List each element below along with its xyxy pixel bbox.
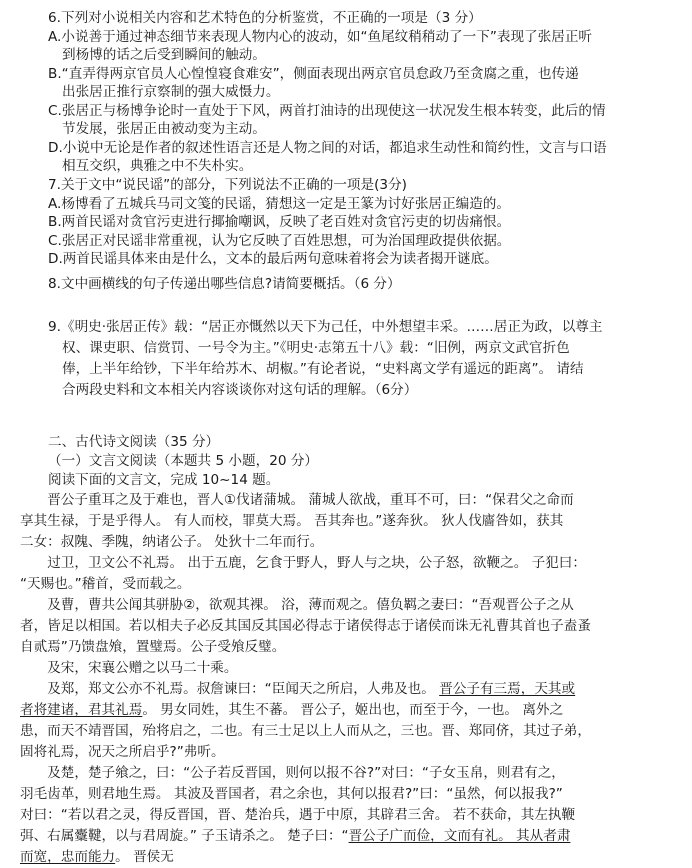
section-2-heading [48,433,318,490]
q7-option-d: D.两首民谣具体来由是什么，文本的最后两句意味着将会为读者揭开谜底。 [48,251,498,267]
q7-option-c: C.张居正对民谣非常重视，认为它反映了百姓思想，可为治国理政提供依据。 [48,232,511,249]
question-7 [48,176,510,269]
q7-stem: 7.关于文中“说民谣”的部分，下列说法不正确的一项是(3分) [48,177,407,193]
passage-line: 及宋，宋襄公赠之以马二十乘。 [47,660,238,676]
underlined-sentence: 晋公子广而俭，文而有礼。 其从者肃 [348,828,571,844]
q6-option-b: B.“直弄得两京官员人心惶惶寝食难安”，侧面表现出两京官员怠政乃至贪腐之重，也传递 [48,65,579,82]
q6-option-b-cont: 出张居正推行京察制的强大威慑力。 [62,84,280,100]
q7-option-b: B.两首民谣对贪官污吏进行揶揄嘲讽，反映了老百姓对贪官污吏的切齿痛恨。 [48,214,511,230]
passage-line: 患，而天不靖晋国，殆将启之，二也。有三士足以上人而从之，三也。晋、郑同侪，其过子弟， [20,723,591,739]
passage-line: 对曰：“若以君之灵，得反晋国，晋、楚治兵，遇于中原，其辟君三舍。 若不获命，其左执鞭 [20,807,576,823]
section-2-subtitle: （一）文言文阅读（本题共 5 小题，20 分） [48,453,319,469]
q8-stem: 8.文中画横线的句子传递出哪些信息?请简要概括。（6 分） [48,276,401,292]
passage-line: 享其生禄，于是乎得人。 有人而校，罪莫大焉。 吾其奔也。”遂奔狄。 狄人伐廧咎如，获其 [20,513,564,529]
q6-option-a: A.小说善于通过神态细节来表现人物内心的波动，如“鱼尾纹稍稍动了一下”表现了张居正听 [48,28,593,45]
q7-option-a: A.杨博看了五城兵马司文笺的民谣，猜想这一定是王篆为讨好张居正编造的。 [48,195,510,212]
q9-line-3: 俸，上半年给钞，下半年给苏木、胡椒。”有论者说，“史料离文学有遥远的距离”。 请结 [62,361,584,377]
passage-line: 及曹，曹共公闻其骈胁②，欲观其裸。 浴，薄而观之。僖负羁之妻曰：“吾观晋公子之从 [47,597,574,613]
passage-line: 而宽，忠而能力。 晋侯无 [20,849,174,865]
passage-line: 羽毛齿革，则君地生焉。 其波及晋国者，君之余也，其何以报君?”曰：“虽然，何以报我?” [20,786,563,802]
question-8 [48,275,401,294]
underlined-sentence: 而宽，忠而能力 [20,849,116,865]
q6-option-c-cont: 节发展，张居正由被动变为主动。 [62,121,266,137]
passage-line: 者，皆足以相国。若以相夫子必反其国反其国必得志于诸侯得志于诸侯而诛无礼曹其首也子盍蚤 [20,618,591,634]
passage-line: 固将礼焉，况天之所启乎?”弗听。 [20,744,225,760]
q9-line-2: 权、课吏职、信赏罚、一号令为主。”《明史·志第五十八》载：“旧例，两京文武官折色 [62,340,570,356]
passage-line: 及郑，郑文公亦不礼焉。叔詹谏曰：“臣闻天之所启，人弗及也。 晋公子有三焉，天其或 [47,681,576,697]
passage-line: 晋公子重耳之及于难也，晋人①伐诸蒲城。 蒲城人欲战，重耳不可，曰：“保君父之命而 [47,492,574,508]
passage-line: “天赐也。”稽首，受而载之。 [20,576,191,592]
passage-line: 者将建诸，君其礼焉。 男女同姓，其生不蕃。 晋公子，姬出也，而至于今，一也。 离外之 [20,702,564,718]
underlined-sentence: 者将建诸，君其礼焉 [20,702,143,718]
classical-passage [20,490,591,868]
q9-line-1: 9.《明史·张居正传》载：“居正亦慨然以天下为己任，中外想望丰采。……居正为政，以尊主 [48,319,603,335]
question-6 [48,9,607,176]
passage-line: 过卫，卫文公不礼焉。 出于五鹿，乞食于野人，野人与之块，公子怒，欲鞭之。 子犯曰： [47,555,586,571]
section-2-instruction: 阅读下面的文言文，完成 10~14 题。 [48,472,280,488]
q6-option-d-cont: 相互交织，典雅之中不失朴实。 [62,158,253,174]
underlined-sentence: 晋公子有三焉，天其或 [439,681,576,697]
passage-line: 二女：叔隗、季隗，纳诸公子。 处狄十二年而行。 [20,534,324,550]
question-9 [48,317,603,401]
q9-line-4: 合两段史料和文本相关内容谈谈你对这句话的理解。（6分） [62,382,418,398]
passage-line: 弭、右属櫜鞬，以与君周旋。” 子玉请杀之。 楚子曰：“晋公子广而俭，文而有礼。 其从者肃 [20,828,571,844]
q6-option-d: D.小说中无论是作者的叙述性语言还是人物之间的对话，都追求生动性和简约性，文言与口语 [48,139,607,156]
q6-stem: 6.下列对小说相关内容和艺术特色的分析鉴赏，不正确的一项是（3 分） [48,10,482,26]
q6-option-c: C.张居正与杨博争论时一直处于下风，两首打油诗的出现使这一状况发生根本转变，此后的情 [48,102,606,119]
passage-line: 及楚，楚子飨之，曰：“公子若反晋国，则何以报不谷?”对曰：“子女玉帛，则君有之， [47,765,565,781]
q6-option-a-cont: 到杨博的话之后受到瞬间的触动。 [62,47,266,63]
section-2-title: 二、古代诗文阅读（35 分） [48,434,220,450]
passage-line: 自贰焉”乃馈盘飧，置璧焉。公子受飧反璧。 [20,639,286,655]
